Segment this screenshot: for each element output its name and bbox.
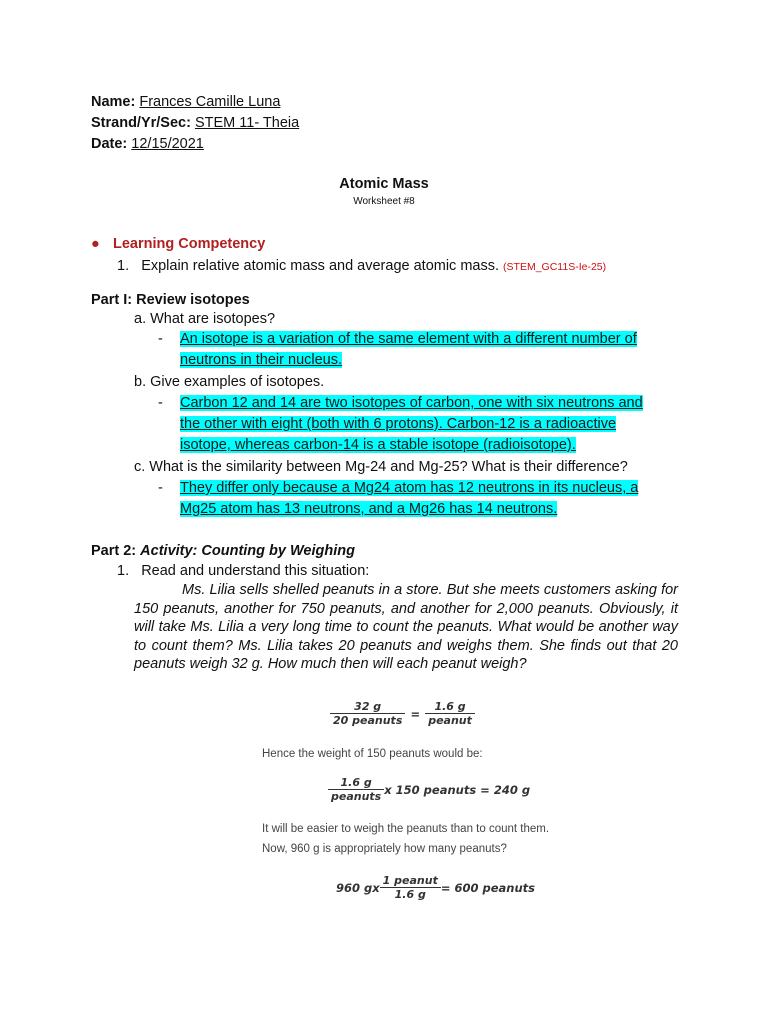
date-line <box>91 134 204 154</box>
name-label: Name: <box>91 94 136 110</box>
part2-item: 1. Read and understand this situation: <box>117 563 370 579</box>
easier-text: It will be easier to weigh the peanuts than to count them. <box>262 823 550 835</box>
part2-heading: Part 2: Activity: Counting by Weighing <box>91 543 355 559</box>
question-a: a. What are isotopes? <box>134 311 276 327</box>
bullet-icon: ● <box>91 236 100 252</box>
hence-text: Hence the weight of 150 peanuts would be: <box>262 748 483 760</box>
name-line <box>91 92 280 112</box>
answer-a: An isotope is a variation of the same element with a different number of neutrons in their nucleus. <box>180 331 637 368</box>
answer-c: They differ only because a Mg24 atom has 12 neutrons in its nucleus, a Mg25 atom has 13 neutrons, and a Mg26 has 14 neutrons. <box>180 480 639 517</box>
question-c: c. What is the similarity between Mg-24 and Mg-25? What is their difference? <box>134 459 628 475</box>
dash-a: - <box>158 331 163 347</box>
question-b: b. Give examples of isotopes. <box>134 374 325 390</box>
eq1-right-fraction: $\frac{1.6 g}{\text{peanut}}$ <box>425 700 475 727</box>
eq3-fraction: $\frac{\text{1 peanut}}{1.6 g}$ <box>380 874 441 901</box>
strand-line <box>91 113 299 133</box>
strand-label: Strand/Yr/Sec: <box>91 115 191 131</box>
learning-competency-heading: ● Learning Competency <box>91 236 266 252</box>
learning-item-num: 1. <box>117 258 130 274</box>
date-value: 12/15/2021 <box>131 136 204 152</box>
eq2-fraction: $\frac{1.6 g}{\text{peanuts}}$ <box>328 776 384 803</box>
learning-item <box>117 256 606 277</box>
peanut-situation-paragraph: Ms. Lilia sells shelled peanuts in a store. But she meets customers asking for 150 peanuts, another for 750 peanuts, and another for 2,000 peanuts. Obviously, it will take Ms. Lilia a very long time to count the peanuts. What would be another way to count them? Ms. Lilia takes 20 peanuts and weighs them. She finds out that 20 peanuts weigh 32 g. How much then will each peanut weigh? <box>134 582 678 672</box>
eq1-left-fraction: $\frac{32 g}{\text{20 peanuts}}$ <box>330 700 405 727</box>
learning-item-text: Explain relative atomic mass and average atomic mass. <box>141 258 500 274</box>
name-value: Frances Camille Luna <box>139 94 281 110</box>
dash-c: - <box>158 480 163 496</box>
part1-heading: Part I: Review isotopes <box>91 292 250 308</box>
page-subtitle: Worksheet #8 <box>353 196 415 207</box>
strand-value: STEM 11- Theia <box>194 115 300 131</box>
now-text: Now, 960 g is appropriately how many peanuts? <box>262 843 507 855</box>
equation-1: $\frac{32 g}{\text{20 peanuts}}$ = $\frac{1.6 g}{\text{peanut}}$ <box>330 700 475 727</box>
equation-3: 960 gx $\frac{\text{1 peanut}}{1.6 g}$ = 600 peanuts <box>336 874 535 901</box>
dash-b: - <box>158 395 163 411</box>
answer-b: Carbon 12 and 14 are two isotopes of carbon, one with six neutrons and the other with eight (both with 6 protons). Carbon-12 is a radioactive isotope, whereas carbon-14 is a stable isotope (radioisotope). <box>180 395 643 453</box>
equation-2: $\frac{1.6 g}{\text{peanuts}}$ x 150 peanuts = 240 g <box>328 776 530 803</box>
learning-item-code: (STEM_GC11S-Ie-25) <box>503 261 607 273</box>
date-label: Date: <box>91 136 128 152</box>
page-title: Atomic Mass <box>339 176 429 192</box>
